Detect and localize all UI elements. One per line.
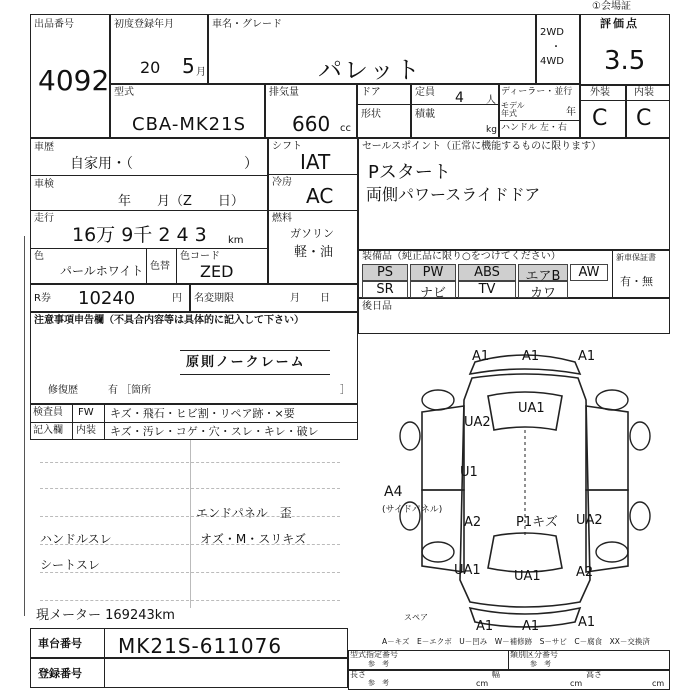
fuel-light: 軽・油 <box>294 245 334 260</box>
category-label: 類別区分番号 <box>510 650 558 659</box>
warranty-label: 新車保証書 <box>616 253 656 262</box>
repair-close: ］ <box>340 385 350 396</box>
ac-value: AC <box>306 184 334 208</box>
first-reg-month-unit: 月 <box>196 67 206 78</box>
notes-label: 注意事項申告欄（不具合内容等は具体的に記入して下さい） <box>34 315 304 326</box>
name-value: パレット <box>318 56 422 84</box>
mark-door-left-rear: A2 <box>464 515 482 530</box>
fuel-label: 燃料 <box>272 213 292 224</box>
width-label: 幅 <box>492 670 500 679</box>
drive-2wd: 2WD <box>540 27 564 38</box>
score-label: 評価点 <box>600 17 639 30</box>
dealer-label: ディーラー・並行 <box>501 87 573 97</box>
aftermarket-box <box>358 298 670 334</box>
shift-value: IAT <box>300 150 331 174</box>
equip-sr: SR <box>362 281 408 298</box>
mark-rear-center: A1 <box>522 619 540 634</box>
load-label: 積載 <box>415 109 435 120</box>
reg-no-label: 登録番号 <box>38 667 82 680</box>
chassis-label: 車台番号 <box>38 637 82 650</box>
side-note-sub: (サイドパネル) <box>382 505 443 515</box>
model-label: 型式 <box>114 87 134 98</box>
designation-ref: 参 考 <box>368 660 389 668</box>
inspector-items-1: キズ・飛石・ヒビ割・リペア跡・×要 <box>110 407 295 420</box>
capacity-label: 定員 <box>415 87 435 98</box>
model-designation-label: 型式指定番号 <box>350 650 398 659</box>
width-cm: cm <box>570 679 583 688</box>
damage-legend: A－キズ E－エクボ U－凹み W－補修跡 S－サビ C－腐食 XX－交換済 <box>382 637 650 646</box>
side-note: A4 <box>384 484 403 500</box>
mark-rear-left: A1 <box>476 619 494 634</box>
current-mileage: 現メーター 169243km <box>36 608 175 623</box>
note-left-1: ハンドルスレ <box>40 532 112 546</box>
note-right-2: オズ・M・スリキズ <box>200 532 306 546</box>
displacement-unit: cc <box>340 123 351 134</box>
model-value: CBA-MK21S <box>132 114 246 135</box>
lot-number: 4092 <box>38 64 110 97</box>
record-label: 記入欄 <box>33 425 63 436</box>
note-left-2: シートスレ <box>40 558 100 572</box>
inspector-key-int: 内装 <box>76 425 96 436</box>
repair-value: 有 ［箇所 <box>108 385 152 396</box>
reg-label: 車歴 <box>34 142 54 153</box>
lot-label: 出品番号 <box>34 19 74 30</box>
equip-abs: ABS <box>458 264 516 281</box>
mileage-value: 16万 9千 2 4 3 <box>72 224 207 246</box>
shift-label: シフト <box>272 141 302 152</box>
recycle-label: R券 <box>34 293 51 304</box>
inspection-label: 車検 <box>34 179 54 190</box>
first-reg-label: 初度登録年月 <box>114 19 174 30</box>
category-ref: 参 考 <box>530 660 551 668</box>
name-change-label: 名変期限 <box>194 293 234 304</box>
shape-label: 形状 <box>361 109 381 120</box>
circle-note: ①会場証 <box>592 1 631 12</box>
chassis-value: MK21S-611076 <box>118 634 283 658</box>
reg-value: 自家用・（ <box>70 156 133 172</box>
selling-line1: Pスタート <box>368 162 451 183</box>
height-cm: cm <box>652 679 665 688</box>
length-cm: cm <box>476 679 489 688</box>
color-code-label: 色コード <box>180 251 220 262</box>
score-value: 3.5 <box>604 46 646 76</box>
equip-leather: カワ <box>518 281 568 298</box>
int-value: C <box>636 106 652 131</box>
mileage-label: 走行 <box>34 213 54 224</box>
mark-rear-right: A1 <box>578 615 596 630</box>
repair-label: 修復歴 <box>48 385 78 396</box>
length-ref: 参 考 <box>368 679 389 687</box>
mark-fender-left: UA2 <box>464 415 491 430</box>
load-unit: kg <box>486 125 497 135</box>
name-change-text: 月 日 <box>290 293 330 304</box>
first-reg-year: 20 <box>140 58 161 77</box>
drive-dot: ・ <box>551 42 561 53</box>
mark-quarter-right: A2 <box>576 565 594 580</box>
ext-label: 外装 <box>590 87 610 98</box>
model-year-label: モデル年式 <box>501 101 525 118</box>
mark-trunk: UA1 <box>514 569 541 584</box>
ac-label: 冷房 <box>272 177 292 188</box>
color-label: 色 <box>34 251 44 262</box>
name-label: 車名・グレード <box>212 19 282 30</box>
note-right-1: エンドパネル 歪 <box>196 506 292 520</box>
capacity-value: 4 <box>455 90 464 106</box>
mark-roof: P1キズ <box>516 515 558 530</box>
int-label: 内装 <box>634 87 654 98</box>
inspector-label: 検査員 <box>33 407 63 418</box>
dimensions-box <box>348 670 670 690</box>
mark-front-left: A1 <box>472 349 490 364</box>
mark-front-right: A1 <box>578 349 596 364</box>
recycle-value: 10240 <box>78 288 136 309</box>
mark-quarter-left: UA1 <box>454 563 481 578</box>
reg-close: ） <box>244 156 258 172</box>
warranty-value: 有・無 <box>620 275 653 288</box>
mark-hood: UA1 <box>518 401 545 416</box>
length-label: 長さ <box>350 670 366 679</box>
handle-label: ハンドル 左・右 <box>501 123 567 133</box>
equip-tv: TV <box>458 281 516 298</box>
ext-value: C <box>592 106 608 131</box>
height-label: 高さ <box>586 670 602 679</box>
first-reg-month: 5 <box>182 54 195 78</box>
inspector-items-2: キズ・汚レ・コゲ・穴・スレ・キレ・破レ <box>110 425 319 438</box>
selling-line2: 両側パワースライドドア <box>366 185 541 204</box>
claim-text: 原則ノークレーム <box>186 355 306 370</box>
equipment-label: 装備品（純正品に限り○をつけてください） <box>362 251 561 262</box>
inspection-text: 年 月（Z 日） <box>118 194 244 209</box>
spare-label: スペア <box>404 613 428 622</box>
mileage-unit: km <box>228 235 244 246</box>
inspector-key-fw: FW <box>78 407 94 418</box>
color-code-value: ZED <box>200 262 234 281</box>
capacity-unit: 人 <box>486 95 496 106</box>
mark-front-center: A1 <box>522 349 540 364</box>
equip-navi: ナビ <box>410 281 456 298</box>
displacement-label: 排気量 <box>269 87 299 98</box>
equip-aw: AW <box>570 264 608 281</box>
equip-ps: PS <box>362 264 408 281</box>
selling-label: セールスポイント（正常に機能するものに限ります） <box>362 141 602 152</box>
year-unit: 年 <box>566 107 576 118</box>
mark-door-left-front: U1 <box>460 465 478 480</box>
drive-4wd: 4WD <box>540 56 564 67</box>
color-value: パールホワイト <box>60 264 144 278</box>
recycle-unit: 円 <box>172 293 182 304</box>
equip-airbag: エアB <box>518 264 568 281</box>
equip-pw: PW <box>410 264 456 281</box>
door-label: ドア <box>361 87 381 98</box>
displacement-value: 660 <box>292 112 331 136</box>
aftermarket-label: 後日品 <box>362 301 392 312</box>
color-no-label: 色替 <box>150 261 170 272</box>
car-diagram <box>380 340 670 640</box>
mark-door-right: UA2 <box>576 513 603 528</box>
fuel-petrol: ガソリン <box>290 227 334 240</box>
